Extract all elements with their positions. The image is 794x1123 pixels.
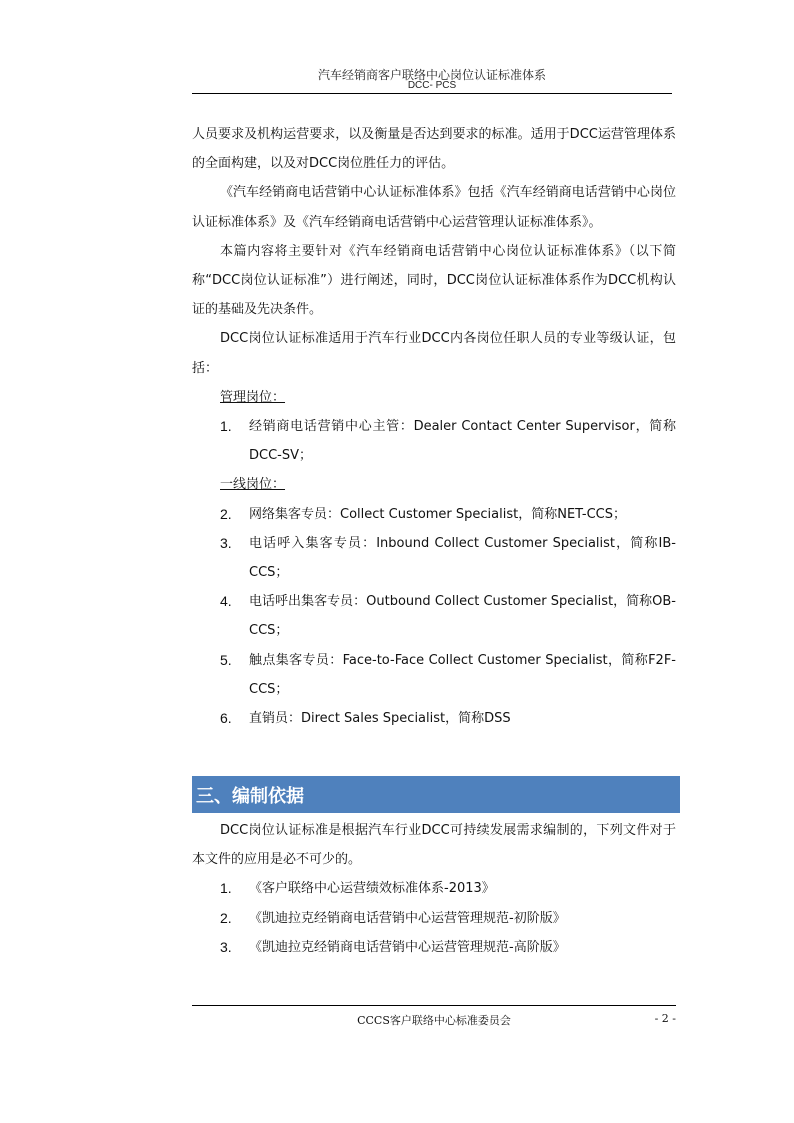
list-item-text: 电话呼入集客专员：Inbound Collect Customer Specialist，简称IB-CCS； — [249, 535, 676, 581]
list-item-number: 2. — [220, 505, 232, 522]
footer-organization: CCCS客户联络中心标准委员会 — [357, 1014, 511, 1027]
list-item-text: 直销员：Direct Sales Specialist，简称DSS — [249, 711, 511, 727]
list-item-number: 5. — [220, 651, 232, 668]
list-item-number: 2. — [220, 909, 232, 926]
list-item-text: 网络集客专员：Collect Customer Specialist，简称NET-CCS； — [249, 506, 627, 522]
list-item-text: 电话呼出集客专员：Outbound Collect Customer Specialist，简称OB-CCS； — [249, 594, 676, 639]
section-title: 三、编制依据 — [196, 785, 304, 807]
list-item — [192, 874, 676, 903]
section-heading-bar — [192, 776, 680, 813]
paragraph-3: 本篇内容将主要针对《汽车经销商电话营销中心岗位认证标准体系》（以下简称“DCC岗位认证标准”）进行阐述，同时，DCC岗位认证标准体系作为DCC机构认证的基础及先决条件。 — [192, 243, 676, 318]
footer-divider — [192, 1005, 676, 1006]
list-item — [192, 412, 676, 470]
list-item-text: 《客户联络中心运营绩效标准体系-2013》 — [249, 881, 495, 897]
page-number: - 2 - — [654, 1012, 676, 1025]
section-intro: DCC岗位认证标准是根据汽车行业DCC可持续发展需求编制的，下列文件对于本文件的应用是必不可少的。 — [192, 823, 676, 868]
list-item-number: 1. — [220, 880, 232, 897]
list-item — [192, 904, 676, 933]
list-item-number: 4. — [220, 593, 232, 610]
list-item-text: 《凯迪拉克经销商电话营销中心运营管理规范-高阶版》 — [249, 939, 566, 955]
paragraph-1: 人员要求及机构运营要求，以及衡量是否达到要求的标准。适用于DCC运营管理体系的全面构建，以及对DCC岗位胜任力的评估。 — [192, 127, 676, 172]
list-item-number: 3. — [220, 534, 232, 551]
list-item-number: 6. — [220, 710, 232, 727]
list-item — [192, 704, 676, 733]
header-divider — [192, 93, 672, 94]
paragraph-2: 《汽车经销商电话营销中心认证标准体系》包括《汽车经销商电话营销中心岗位认证标准体系》及《汽车经销商电话营销中心运营管理认证标准体系》。 — [192, 185, 676, 230]
list-item-text: 触点集客专员：Face-to-Face Collect Customer Specialist，简称F2F-CCS； — [249, 652, 676, 697]
header-title: 汽车经销商客户联络中心岗位认证标准体系 — [317, 68, 546, 82]
list-item-text: 《凯迪拉克经销商电话营销中心运营管理规范-初阶版》 — [249, 910, 566, 926]
header-subtitle: DCC- PCS — [407, 80, 457, 91]
list-item — [192, 646, 676, 704]
list-item — [192, 933, 676, 962]
frontline-heading: 一线岗位： — [220, 477, 286, 493]
list-item — [192, 529, 676, 587]
document-body — [192, 120, 676, 733]
section-body — [192, 816, 676, 962]
paragraph-4: DCC岗位认证标准适用于汽车行业DCC内各岗位任职人员的专业等级认证，包括： — [192, 331, 676, 376]
list-item-text: 经销商电话营销中心主管：Dealer Contact Center Supervisor，简称DCC-SV； — [249, 419, 676, 464]
list-item-number: 3. — [220, 938, 232, 955]
list-item-number: 1. — [220, 418, 232, 435]
management-heading: 管理岗位： — [220, 389, 286, 405]
list-item — [192, 587, 676, 645]
list-item — [192, 500, 676, 529]
